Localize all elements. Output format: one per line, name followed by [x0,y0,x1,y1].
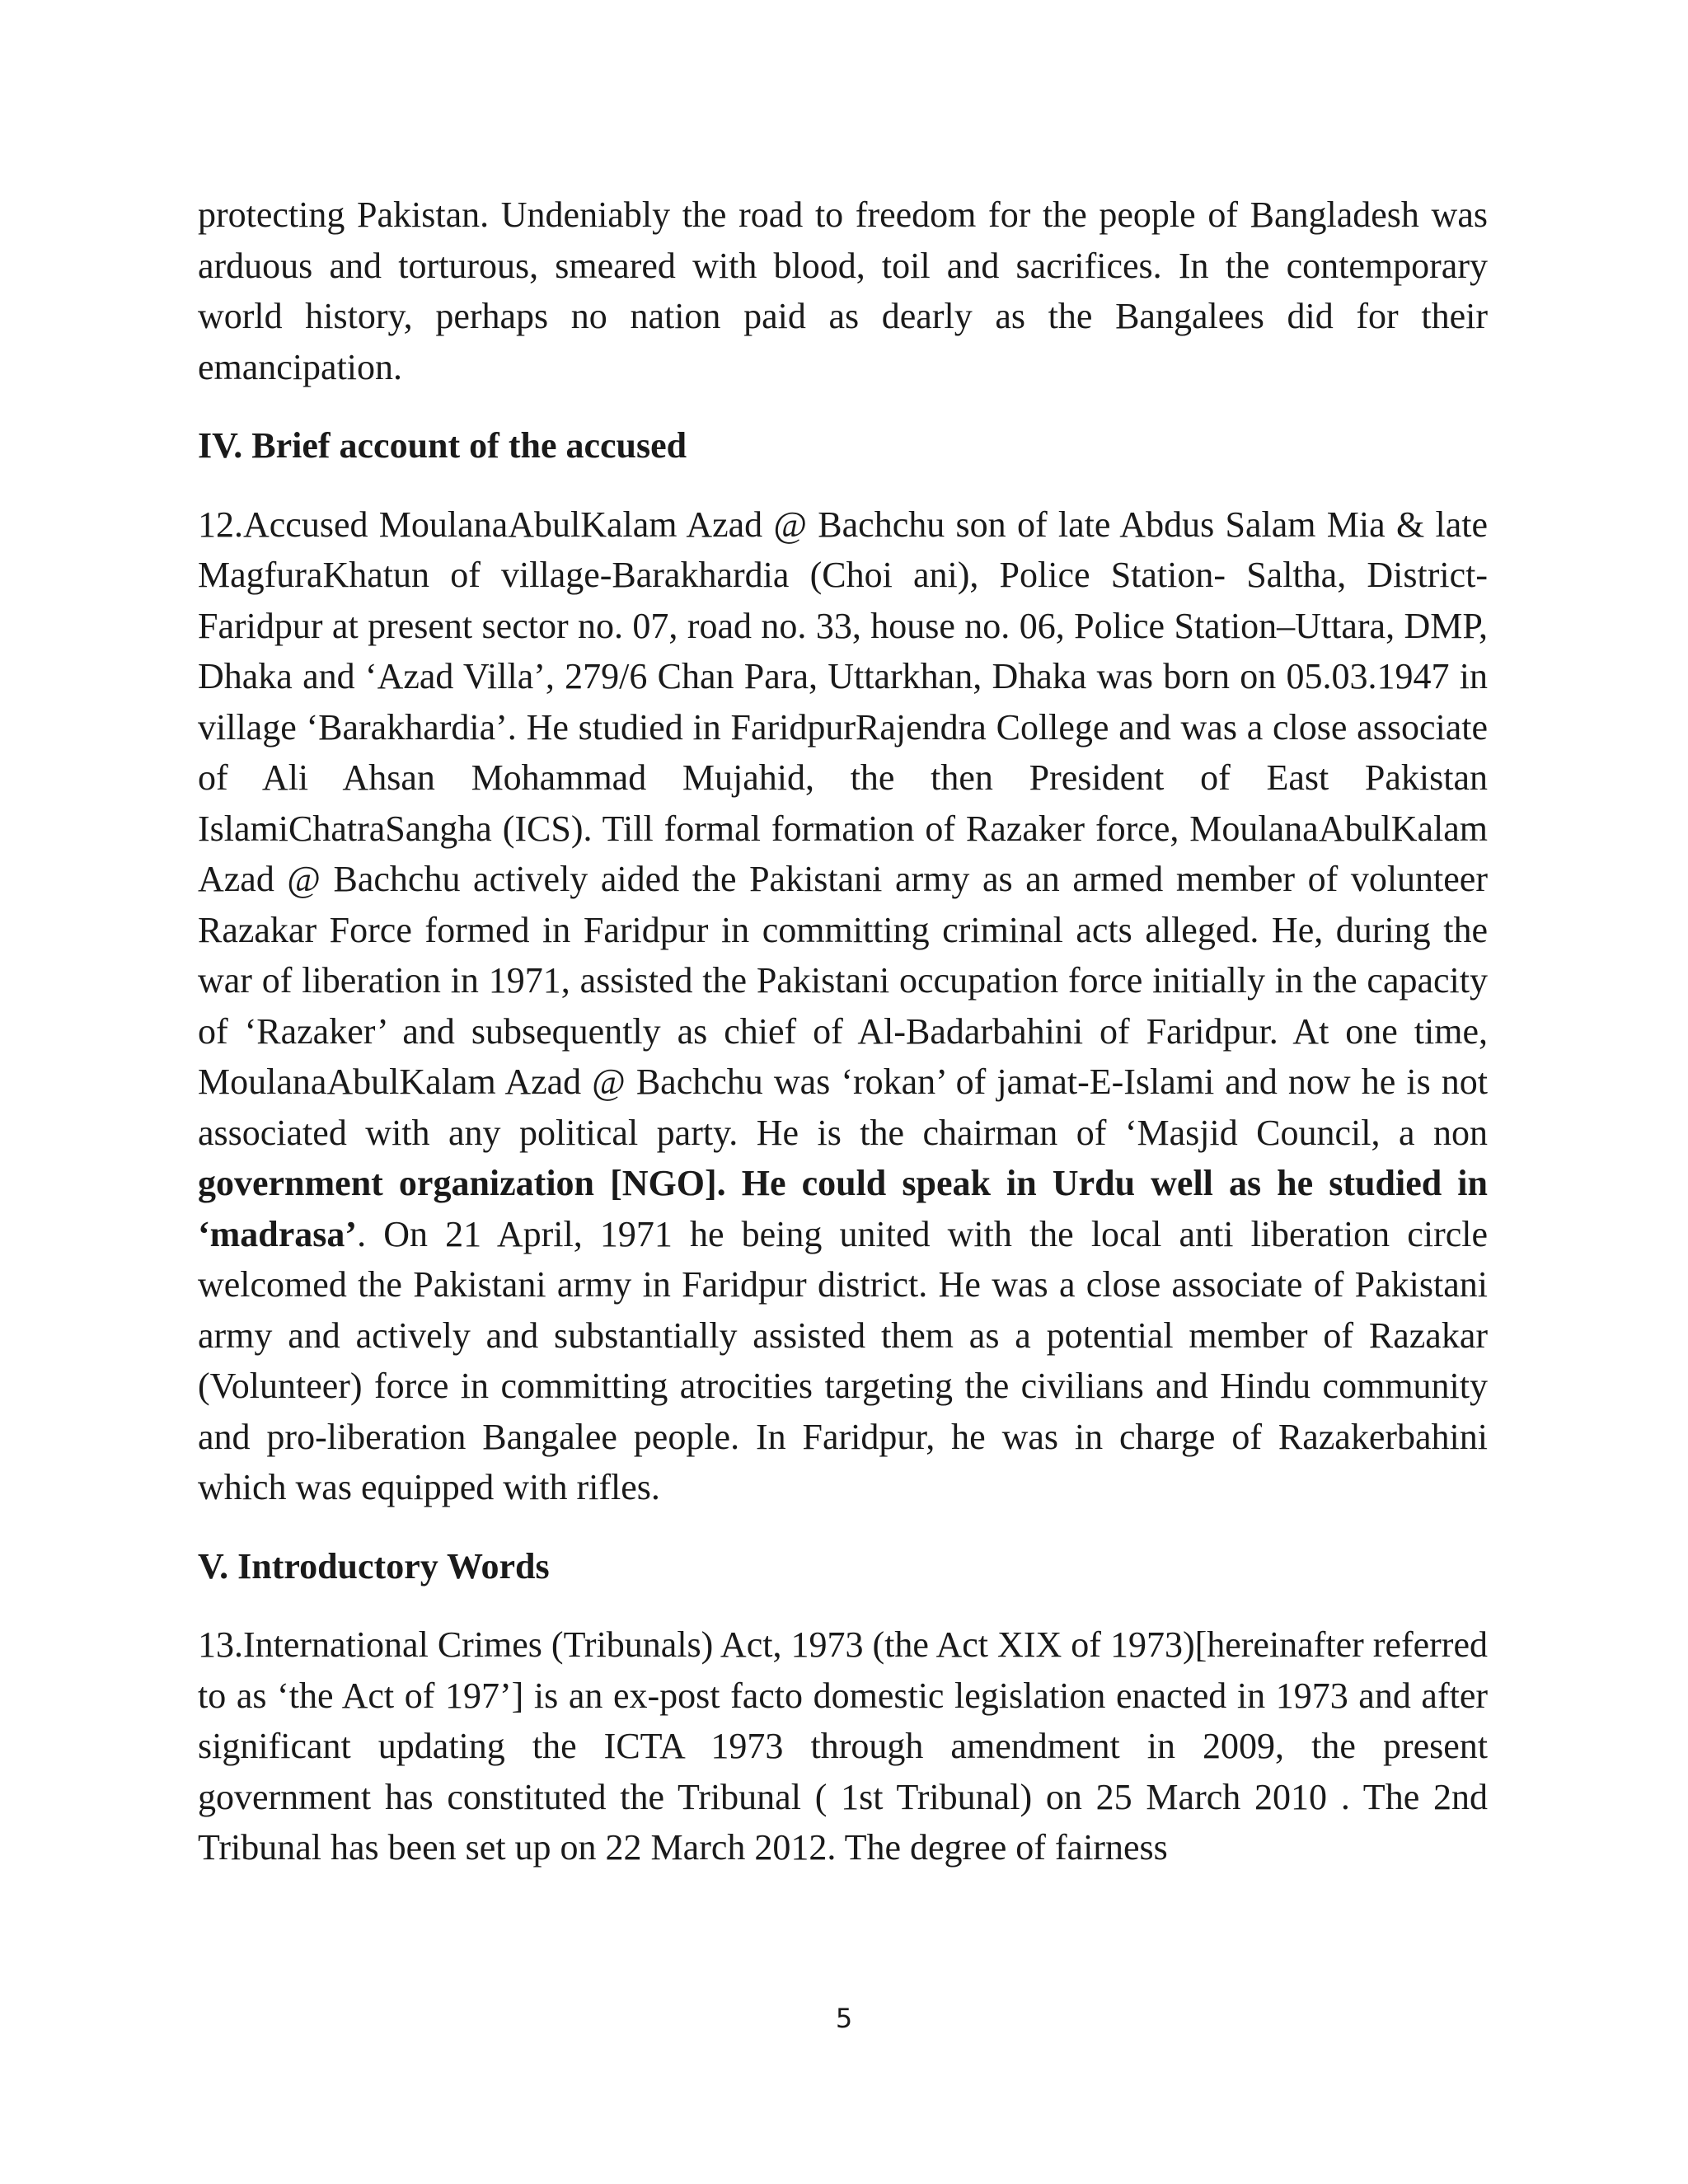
paragraph-12 [198,499,1488,1513]
paragraph-12-text-end: . On 21 April, 1971 he being united with the local anti liberation circle welcomed the Pakistani army in Faridpur district. He was a close associate of Pakistani army and actively and substantially assisted them as a potential member of Razakar (Volunteer) force in committing atrocities targeting the civilians and Hindu community and pro-liberation Bangalee people. In Faridpur, he was in charge of Razakerbahini which was equipped with rifles. [198,1213,1488,1507]
paragraph-12-text-start: 12.Accused MoulanaAbulKalam Azad @ Bachchu son of late Abdus Salam Mia & late MagfuraKhatun of village-Barakhardia (Choi ani), Police Station- Saltha, District-Faridpur at present sector no. 07, road no. 33, house no. 06, Police Station–Uttara, DMP, Dhaka and ‘Azad Villa’, 279/6 Chan Para, Uttarkhan, Dhaka was born on 05.03.1947 in village ‘Barakhardia’. He studied in FaridpurRajendra College and was a close associate of Ali Ahsan Mohammad Mujahid, the then President of East Pakistan IslamiChatraSangha (ICS). Till formal formation of Razaker force, MoulanaAbulKalam Azad @ Bachchu actively aided the Pakistani army as an armed member of volunteer Razakar Force formed in Faridpur in committing criminal acts alleged. He, during the war of liberation in 1971, assisted the Pakistani occupation force initially in the capacity of ‘Razaker’ and subsequently as chief of Al-Badarbahini of Faridpur. At one time, MoulanaAbulKalam Azad @ Bachchu was ‘rokan’ of jamat-E-Islami and now he is not associated with any political party. He is the chairman of ‘Masjid Council, a non [198,504,1488,1153]
section-heading-introductory-words: V. Introductory Words [198,1545,550,1586]
paragraph-12-bold-text: government organization [NGO]. He could speak in Urdu well as he studied in ‘madrasa’ [198,1163,1488,1254]
continued-paragraph: protecting Pakistan. Undeniably the road to freedom for the people of Bangladesh was arduous and torturous, smeared with blood, toil and sacrifices. In the contemporary world history, perhaps no nation paid as dearly as the Bangalees did for their emancipation. [198,194,1488,387]
document-body [198,190,1488,1873]
paragraph-13: 13.International Crimes (Tribunals) Act, 1973 (the Act XIX of 1973)[hereinafter referred to as ‘the Act of 197’] is an ex-post facto domestic legislation enacted in 1973 and after significant updating the ICTA 1973 through amendment in 2009, the present government has constituted the Tribunal ( 1st Tribunal) on 25 March 2010 . The 2nd Tribunal has been set up on 22 March 2012. The degree of fairness [198,1624,1488,1868]
page-number: 5 [835,2003,853,2034]
section-heading-brief-account: IV. Brief account of the accused [198,425,687,466]
